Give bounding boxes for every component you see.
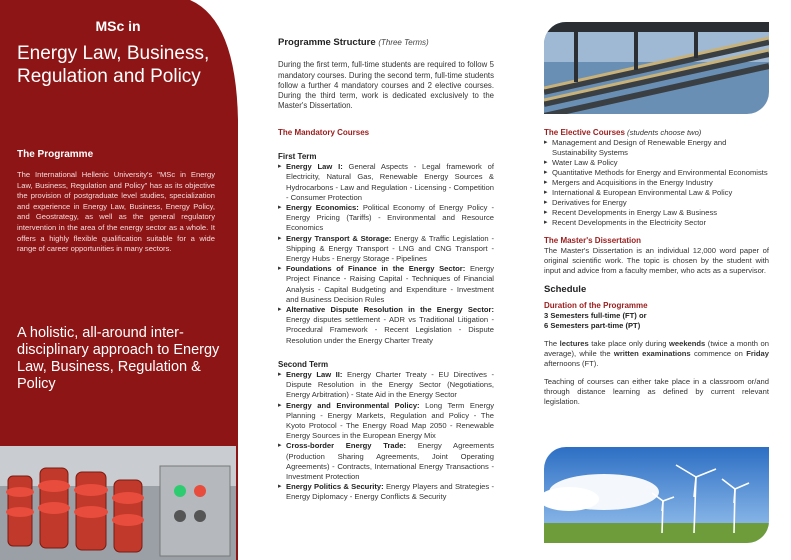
elective-item: ▸ Quantitative Methods for Energy and Environmental Economists <box>544 168 769 178</box>
middle-column <box>278 38 494 503</box>
course-item: ▸ Energy and Environmental Policy: Long Term Energy Planning - Energy Markets, Regulation and Policy - The Kyoto Protocol - The Energy Road Map 2050 - Renewable Energy Sources in the European Energy Mix <box>278 401 494 442</box>
programme-description: The International Hellenic University's "MSc in Energy Law, Business, Regulation and Policy" has as its objective the provision of postgraduate level studies, specialization and experience in Energy Law, Business, Energy Policy, and Geostrategy, as well as the general regulatory intervention in the area of the energy sector as a whole. It offers a highly flexible qualification suitable for a wide range of career opportunities in many sectors. <box>17 170 215 254</box>
lectures-text: The lectures take place only during weekends (twice a month on average), while the written examinations commence on Friday afternoons (FT). <box>544 339 770 368</box>
duration-pt: 6 Semesters part-time (PT) <box>544 321 641 330</box>
elective-item: ▸ Management and Design of Renewable Energy and Sustainability Systems <box>544 138 769 158</box>
structure-heading: Programme Structure (Three Terms) <box>278 37 429 48</box>
title-line: Regulation and Policy <box>17 66 201 87</box>
programme-title <box>17 42 232 88</box>
course-item: ▸ Cross-border Energy Trade: Energy Agreements (Production Sharing Agreements, Joint Operating Agreements) - Contracts, International Energy Transactions - Investment Protection <box>278 441 494 482</box>
electives-note: (students choose two) <box>627 128 702 137</box>
course-item: ▸ Foundations of Finance in the Energy Sector: Energy Project Finance - Raising Capital - Techniques of Financial Analysis - Capital Budgeting and Expenditure - Investment and Business Decision Rules <box>278 264 494 305</box>
dissertation-text: The Master's Dissertation is an individual 12,000 word paper of original scientific work. The topic is chosen by the student with input and advice from a faculty member, who acts as a supervisor. <box>544 246 769 275</box>
mandatory-heading: The Mandatory Courses <box>278 127 370 137</box>
schedule-heading: Schedule <box>544 284 587 295</box>
course-item: ▸ Alternative Dispute Resolution in the Energy Sector: Energy disputes settlement - ADR vs Traditional Litigation - Procedural Framework - Recent Legislation - Dispute Resolution under the Energy Charter Treaty <box>278 305 494 346</box>
programme-heading: The Programme <box>17 149 94 160</box>
wind-turbines-photo <box>544 447 769 543</box>
course-item: ▸ Energy Politics & Security: Energy Players and Strategies - Energy Diplomacy - Energy Conflicts & Security <box>278 482 494 502</box>
course-item: ▸ Energy Transport & Storage: Energy & Traffic Legislation - Shipping & Energy Transport - LNG and CNG Transport - Energy Hubs - Energy Storage - Pipelines <box>278 234 494 265</box>
duration-heading: Duration of the Programme <box>544 301 648 310</box>
electives-heading: The Elective Courses (students choose two) <box>544 128 702 137</box>
structure-heading-note: (Three Terms) <box>378 38 429 47</box>
degree-label: MSc in <box>95 18 141 34</box>
right-column <box>544 128 769 407</box>
elective-item: ▸ Water Law & Policy <box>544 158 769 168</box>
pipelines-photo <box>544 22 769 114</box>
duration-ft: 3 Semesters full-time (FT) or <box>544 311 647 320</box>
elective-item: ▸ Recent Developments in the Electricity Sector <box>544 218 769 228</box>
course-item: ▸ Energy Law II: Energy Charter Treaty - EU Directives - Dispute Resolution in the Energy Sector (Negotiations, Energy Arbitration) - State Aid in the Energy Sector <box>278 370 494 401</box>
elective-item: ▸ Recent Developments in Energy Law & Business <box>544 208 769 218</box>
course-item: ▸ Energy Economics: Political Economy of Energy Policy - Energy Pricing (Tariffs) - Environmental and Resource Economics <box>278 203 494 234</box>
dissertation-heading: The Master's Dissertation <box>544 236 642 245</box>
elective-item: ▸ Derivatives for Energy <box>544 198 769 208</box>
tagline-quote: A holistic, all-around inter-disciplinary approach to Energy Law, Business, Regulation & Policy <box>17 325 220 392</box>
left-panel <box>0 0 240 560</box>
first-term-label: First Term <box>278 151 317 161</box>
teaching-text: Teaching of courses can either take place in a classroom or/and through distance learning as defined by current relevant legislation. <box>544 377 769 406</box>
electrical-equipment-photo <box>0 446 236 560</box>
elective-item: ▸ Mergers and Acquisitions in the Energy Industry <box>544 178 769 188</box>
title-line: Energy Law, Business, <box>17 43 210 64</box>
structure-intro: During the first term, full-time students are required to follow 5 mandatory courses. During the second term, full-time students follow a further 4 mandatory courses and 2 elective courses. During the third term, work is dedicated exclusively to the Master's Dissertation. <box>278 60 494 111</box>
elective-item: ▸ International & European Environmental Law & Policy <box>544 188 769 198</box>
course-item: ▸ Energy Law I: General Aspects - Legal framework of Electricity, Natural Gas, Renewable Energy Sources & Hydrocarbons - Law and Regulation - Licensing - Competition - Consumer Protection <box>278 162 494 203</box>
second-term-label: Second Term <box>278 359 329 369</box>
